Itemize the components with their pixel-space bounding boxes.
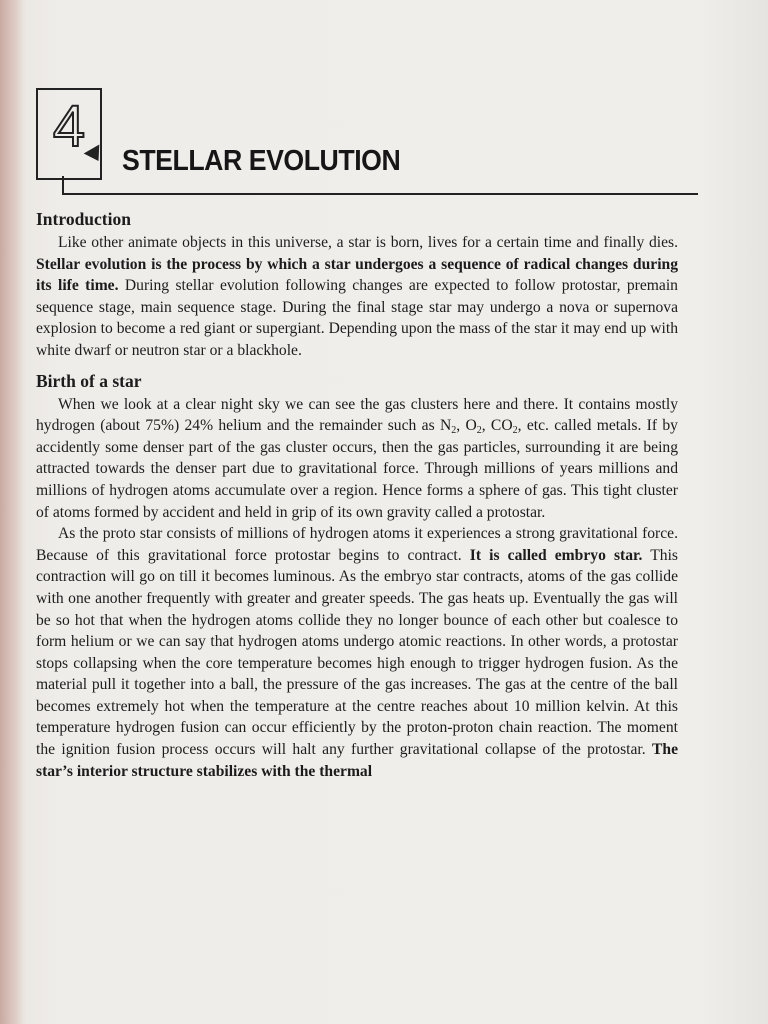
birth-paragraph-1 [36, 394, 678, 524]
birth2-text-b: This contraction will go on till it becomes luminous. As the embryo star contracts, atoms of the gas collide with one another frequently with greater and greater speeds. The gas heats up. Eventually the gas will be so hot that when the hydrogen atoms collide they no longer bounce of each other but coalesce to form helium or we can say that hydrogen atoms undergo atomic reactions. In other words, a protostar stops collapsing when the core temperature becomes high enough to trigger hydrogen fusion. As the material pull it together into a ball, the pressure of the gas increases. The gas at the centre of the ball becomes extremely hot when the temperature at the centre reaches about 10 million kelvin. At this temperature hydrogen fusion can occur efficiently by the proton-proton chain reaction. The moment the ignition fusion process occurs will halt any further gravitational collapse of the protostar. [36, 546, 678, 759]
birth-text-d: , etc. called metals. If by accidently some denser part of the gas cluster occurs, then the gas particles, surrounding it are being attracted towards the denser part due to gravitational force. Through millions of years millions and millions of hydrogen atoms accumulate over a region. Hence forms a sphere of gas. This tight cluster of atoms formed by accident and held in grip of its own gravity called a protostar. [36, 417, 678, 521]
subscript-o2: 2 [476, 425, 482, 437]
chapter-title-rule [62, 193, 698, 195]
birth-text-b: , O [456, 417, 477, 435]
chapter-box-connector [62, 176, 64, 194]
chapter-content [36, 206, 678, 782]
page-binding-edge [0, 0, 22, 1024]
introduction-paragraph [36, 232, 678, 362]
intro-text-a: Like other animate objects in this universe, a star is born, lives for a certain time and finally dies. [58, 234, 678, 251]
birth-of-star-heading: Birth of a star [36, 370, 142, 391]
intro-definition-bold: Stellar evolution is the process by which a star undergoes a sequence of radical changes during its life time. [36, 255, 678, 295]
birth2-text-a: As the proto star consists of millions of hydrogen atoms it experiences a strong gravitational force. Because of this gravitational force protostar begins to contract. [36, 525, 678, 564]
interior-structure-bold: The star’s interior structure stabilizes with the thermal [36, 741, 678, 780]
chapter-number: 4 [52, 94, 86, 159]
subscript-n2: 2 [451, 425, 457, 437]
chapter-title: STELLAR EVOLUTION [122, 145, 401, 177]
birth-paragraph-2 [36, 523, 678, 782]
birth-text-c: , CO [481, 417, 513, 435]
embryo-star-bold: It is called embryo star. [469, 546, 643, 564]
birth-text-a: When we look at a clear night sky we can see the gas clusters here and there. It contains mostly hydrogen (about 75%) 24% helium and the remainder such as N [36, 395, 678, 435]
introduction-heading: Introduction [36, 209, 131, 229]
subscript-co2: 2 [512, 425, 518, 437]
intro-text-b: During stellar evolution following changes are expected to follow protostar, premain sequence stage, main sequence stage. During the final stage star may undergo a nova or supernova explosion to become a red giant or supergiant. Depending upon the mass of the star it may end up with white dwarf or neutron star or a blackhole. [36, 277, 678, 359]
